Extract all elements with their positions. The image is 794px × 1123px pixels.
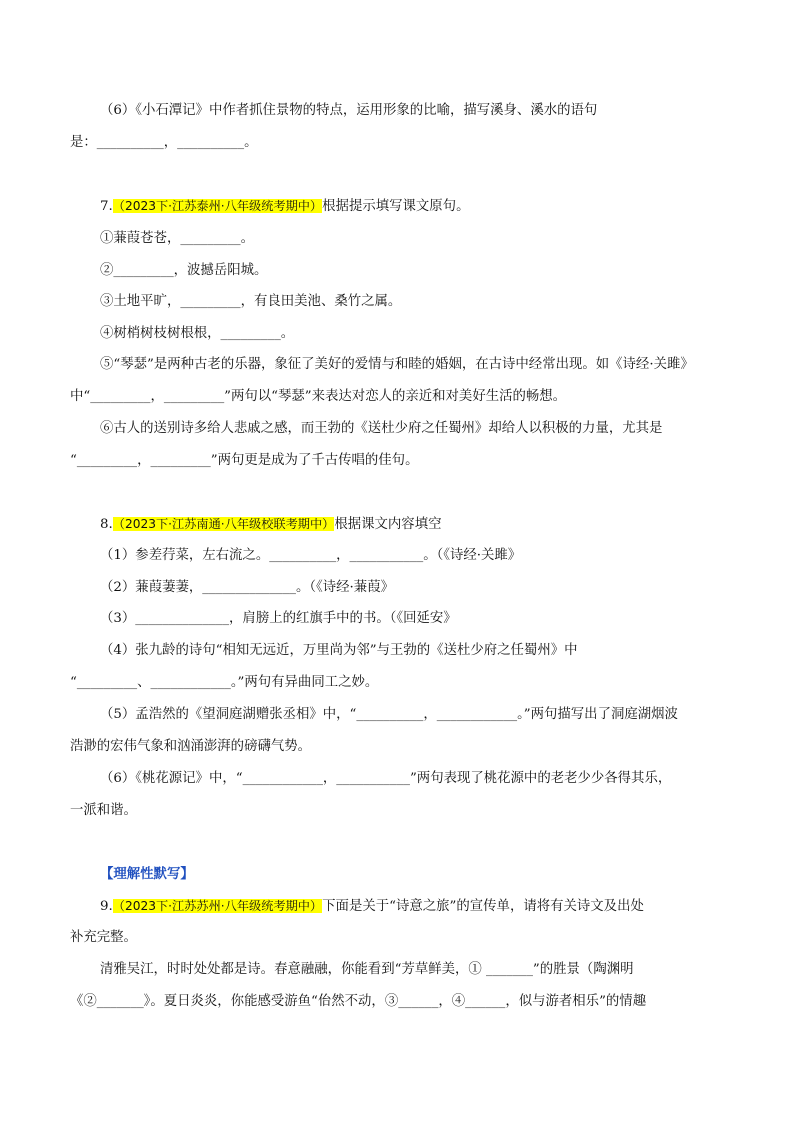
question-prompt: 根据提示填写课文原句。 <box>322 199 470 214</box>
q8-item-2: （2）蒹葭萋萋，______________。（《诗经·蒹葭》 <box>100 580 394 595</box>
q9-passage-line-1: 清雅吴江，时时处处都是诗。春意融融，你能看到“芳草鲜美，① _______”的胜景（陶渊明 <box>100 962 634 977</box>
q7-item-3: ③土地平旷，_________，有良田美池、桑竹之属。 <box>100 294 402 309</box>
q6-item-line: （6）《小石潭记》中作者抓住景物的特点，运用形象的比喻，描写溪身、溪水的语句 <box>100 103 598 118</box>
q7-item-2: ②_________，波撼岳阳城。 <box>100 263 268 278</box>
q7-item-5: ⑤“琴瑟”是两种古老的乐器，象征了美好的爱情与和睦的婚姻，在古诗中经常出现。如《诗经·关雎》 <box>100 357 694 372</box>
q8-item-6: （6）《桃花源记》中，“____________，___________”两句表现了桃花源中的老老少少各得其乐， <box>100 771 672 786</box>
q8-item-5-cont: 浩渺的宏伟气象和汹涌澎湃的磅礴气势。 <box>70 739 312 754</box>
q7-item-5-cont: 中“_________，_________”两句以“琴瑟”来表达对恋人的亲近和对美好生活的畅想。 <box>70 389 567 404</box>
q8-item-3: （3）______________，肩膀上的红旗手中的书。（《回延安》 <box>100 611 457 626</box>
q7-item-1: ①蒹葭苍苍，_________。 <box>100 231 254 246</box>
question-source-highlight: （2023下·江苏苏州·八年级统考期中） <box>112 899 323 913</box>
q7-item-6-cont: “_________，_________”两句更是成为了千古传唱的佳句。 <box>70 453 419 468</box>
question-prompt: 下面是关于“诗意之旅”的宣传单，请将有关诗文及出处 <box>322 899 644 914</box>
q7-item-6: ⑥古人的送别诗多给人悲戚之感，而王勃的《送杜少府之任蜀州》却给人以积极的力量，尤其是 <box>100 421 663 436</box>
question-8-header <box>100 514 441 535</box>
question-number: 8. <box>100 517 113 532</box>
q7-item-4: ④树梢树枝树根根，_________。 <box>100 326 295 341</box>
question-9-prompt-cont: 补充完整。 <box>70 930 137 945</box>
q6-item-answer-line: 是：__________，__________。 <box>70 135 258 150</box>
question-9-header <box>100 896 644 917</box>
q8-item-4-cont: “_________、____________。”两句有异曲同工之妙。 <box>70 675 379 690</box>
question-prompt: 根据课文内容填空 <box>334 517 442 532</box>
q9-passage-line-2: 《②_______》。夏日炎炎，你能感受游鱼“佁然不动，③______，④______，似与游者相乐”的情趣 <box>70 994 647 1009</box>
question-number: 7. <box>100 199 113 214</box>
q8-item-1: （1）参差荇菜，左右流之。__________，___________。（《诗经·关雎》 <box>100 548 522 563</box>
question-7-header <box>100 196 469 217</box>
question-number: 9. <box>100 899 113 914</box>
section-heading: 【理解性默写】 <box>100 866 194 882</box>
q8-item-4: （4）张九龄的诗句“相知无远近，万里尚为邻”与王勃的《送杜少府之任蜀州》中 <box>100 643 578 658</box>
q8-item-6-cont: 一派和谐。 <box>70 803 137 818</box>
question-source-highlight: （2023下·江苏南通·八年级校联考期中） <box>112 517 335 531</box>
question-source-highlight: （2023下·江苏泰州·八年级统考期中） <box>112 199 323 213</box>
q8-item-5: （5）孟浩然的《望洞庭湖赠张丞相》中，“__________，____________。”两句描写出了洞庭湖烟波 <box>100 707 678 722</box>
